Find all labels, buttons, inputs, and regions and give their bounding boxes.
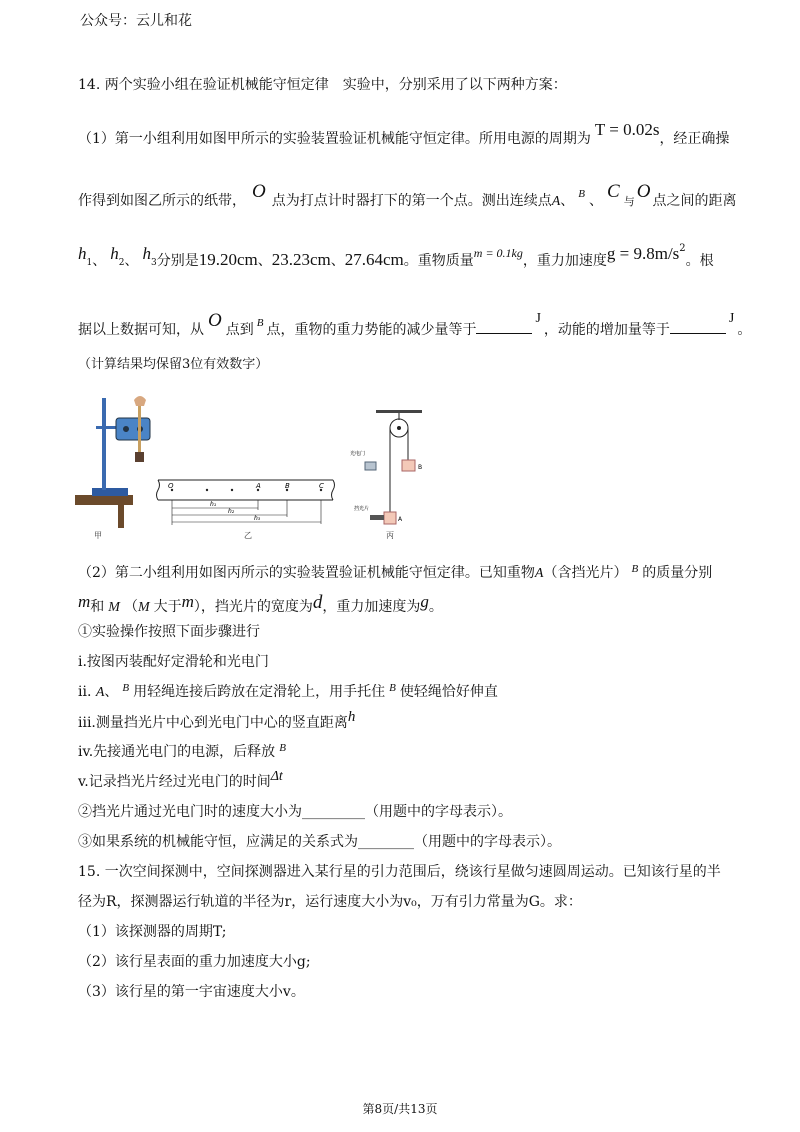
figure-bing	[350, 410, 422, 540]
text: 点之间的距离	[652, 193, 737, 209]
text: 据以上数据可知，从	[78, 322, 204, 338]
text: 分别是	[156, 253, 199, 269]
q15-line1: 15. 一次空间探测中，空间探测器进入某行星的引力范围后，绕该行星做匀速圆周运动。已知该行星的半	[78, 864, 721, 880]
point-O: O	[208, 310, 222, 331]
distance-1: 19.20cm	[198, 250, 258, 269]
weight-A: A	[95, 685, 105, 700]
q14-line4	[78, 310, 752, 341]
q14-title: 14. 两个实验小组在验证机械能守恒定律 实验中，分别采用了以下两种方案：	[78, 77, 567, 93]
figure-label-jia: 甲	[94, 531, 102, 540]
paper-tape	[138, 402, 141, 452]
mass-M: M	[108, 600, 120, 615]
unit-J: J	[728, 311, 735, 326]
text: 、	[330, 253, 345, 269]
hand	[134, 396, 146, 406]
clamp-arm	[96, 426, 118, 429]
table-top	[75, 495, 133, 505]
weight	[135, 452, 144, 462]
h2: h	[110, 244, 119, 263]
dim-label-h2: h₂	[228, 508, 235, 515]
q15-item-1: （1）该探测器的周期T;	[78, 924, 227, 940]
dim-label-h3: h₃	[254, 515, 261, 522]
text: 作得到如图乙所示的纸带，	[78, 193, 246, 209]
q14-q3: ③如果系统的机械能守恒，应满足的关系式为________（用题中的字母表示）。	[78, 834, 561, 850]
text: iv.先接通光电门的电源，后释放	[78, 744, 276, 760]
stand-base	[92, 488, 128, 496]
table-leg	[118, 503, 124, 528]
q15-item-2: （2）该行星表面的重力加速度大小g;	[78, 954, 311, 970]
point-O: O	[252, 181, 266, 202]
q14-line3	[78, 243, 714, 270]
q14-q2: ②挡光片通过光电门时的速度大小为_________（用题中的字母表示）。	[78, 804, 512, 820]
header-text: 公众号：云儿和花	[80, 13, 192, 29]
text: （2）第二小组利用如图丙所示的实验装置验证机械能守恒定律。已知重物	[78, 565, 535, 581]
distance-3: 27.64cm	[344, 250, 404, 269]
time-dt: Δt	[270, 769, 283, 784]
text: v.记录挡光片经过光电门的时间	[78, 774, 271, 790]
figure-label-yi: 乙	[244, 531, 252, 540]
point-A: A	[551, 194, 561, 209]
text: iii.测量挡光片中心到光电门中心的竖直距离	[78, 715, 348, 731]
tape-edge-right	[332, 480, 335, 500]
unit-J: J	[535, 311, 541, 326]
weight-B: B	[279, 742, 286, 754]
text: 、	[257, 253, 272, 269]
text: ，重力加速度	[522, 253, 607, 269]
text: 。根	[685, 253, 714, 269]
weight-B	[402, 460, 415, 471]
text: 点，重物的重力势能的减少量等于	[266, 322, 477, 338]
gravity-g: g	[420, 592, 429, 611]
dim-label-h1: h₁	[210, 501, 217, 508]
q14-step-intro: ①实验操作按照下面步骤进行	[78, 624, 260, 640]
q14-part2-line1	[78, 565, 712, 583]
tape-label-C: C	[319, 482, 324, 490]
text: 、	[560, 193, 575, 209]
tape-label-A: A	[256, 482, 261, 490]
tape-label-O: O	[168, 482, 174, 490]
h1-sub: 1	[86, 258, 93, 268]
weight-label-A: A	[398, 516, 403, 523]
ceiling	[376, 410, 422, 413]
weight-A	[384, 512, 396, 524]
photogate-label: 光电门	[350, 451, 366, 457]
q14-step-5	[78, 769, 283, 792]
h3-sub: 3	[150, 258, 157, 268]
text: 用轻绳连接后跨放在定滑轮上，用手托住	[133, 684, 386, 700]
q14-step-3	[78, 709, 356, 732]
q15-item-3: （3）该行星的第一宇宙速度大小v。	[78, 984, 305, 1000]
timer	[116, 418, 150, 440]
figure-jia	[75, 396, 150, 540]
weight-label-B: B	[418, 464, 423, 471]
point-O: O	[636, 181, 651, 202]
text: ii.	[78, 684, 92, 700]
shutter	[370, 515, 384, 520]
text: 点到	[225, 322, 254, 338]
blank-2[interactable]	[670, 321, 726, 334]
blank-1[interactable]	[476, 321, 532, 334]
h3: h	[142, 244, 151, 263]
figure-yi	[157, 480, 335, 540]
period-value: T = 0.02s	[594, 120, 660, 139]
width-d: d	[312, 592, 323, 613]
text: ，重力加速度为	[322, 599, 421, 615]
tape-dot	[206, 489, 208, 491]
figures	[0, 390, 800, 550]
text: 、	[124, 253, 139, 269]
text: 点为打点计时器打下的第一个点。测出连续点	[271, 193, 552, 209]
shutter-label: 挡光片	[354, 506, 370, 512]
weight-B: B	[122, 682, 130, 694]
text: 。	[737, 322, 752, 338]
weight-B: B	[389, 682, 396, 694]
text: 的质量分别	[642, 565, 713, 581]
tape-edge-left	[157, 480, 160, 500]
text: 、	[92, 253, 107, 269]
text: 。	[428, 599, 443, 615]
text: （	[123, 599, 138, 615]
photogate	[365, 462, 376, 470]
text: ），挡光片的宽度为	[193, 599, 313, 615]
q14-line2	[78, 181, 737, 212]
q14-step-4	[78, 744, 290, 761]
gravity-value: g = 9.8m/s	[606, 244, 680, 263]
q14-note: （计算结果均保留3位有效数字）	[78, 357, 269, 372]
mass-m: m	[181, 592, 194, 611]
q14-part2-line2	[78, 592, 443, 618]
q14-line1	[78, 120, 730, 148]
point-B: B	[256, 317, 264, 329]
text: 。重物质量	[403, 253, 474, 269]
text: （含挡光片）	[543, 565, 628, 581]
height-h: h	[347, 709, 356, 725]
text: 、	[589, 193, 604, 209]
tape-label-B: B	[285, 482, 290, 490]
page-footer: 第8页/共13页	[362, 1102, 438, 1116]
q14-step-1: i.按图丙装配好定滑轮和光电门	[78, 654, 269, 670]
weight-B: B	[631, 563, 639, 575]
gravity-sup: 2	[679, 243, 686, 254]
figure-label-bing: 丙	[386, 531, 394, 540]
text: ，经正确操	[659, 131, 730, 147]
q15-line2: 径为R，探测器运行轨道的半径为r，运行速度大小为v₀，万有引力常量为G。求：	[78, 894, 582, 910]
distance-2: 23.23cm	[271, 250, 331, 269]
tape-dot	[231, 489, 233, 491]
weight-A: A	[534, 566, 544, 581]
point-C: C	[607, 181, 620, 202]
text: 、	[104, 684, 119, 700]
text: 使轻绳恰好伸直	[399, 684, 498, 700]
mass-m: m	[78, 592, 91, 611]
text: 和	[90, 599, 105, 615]
q14-step-2	[78, 684, 498, 702]
text: 与	[623, 195, 635, 208]
point-B: B	[578, 188, 586, 200]
text: 大于	[153, 599, 182, 615]
mass-M: M	[137, 600, 150, 615]
timer-knob	[123, 426, 129, 432]
h2-sub: 2	[118, 258, 125, 268]
h1: h	[78, 244, 87, 263]
mass-value: m = 0.1kg	[473, 246, 523, 260]
text: （1）第一小组利用如图甲所示的实验装置验证机械能守恒定律。所用电源的周期为	[78, 131, 591, 147]
text: ，动能的增加量等于	[543, 322, 670, 338]
stand-rod	[102, 398, 106, 490]
pulley-axle	[397, 426, 401, 430]
